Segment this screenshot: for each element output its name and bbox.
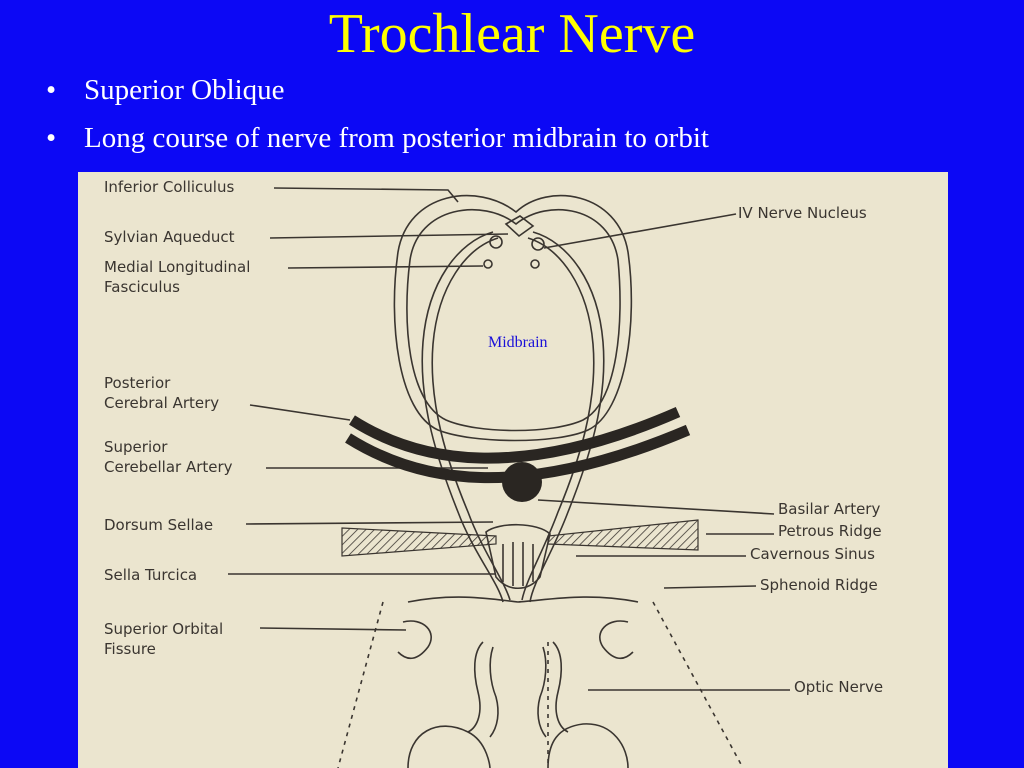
label-optic-nerve: Optic Nerve xyxy=(794,678,884,696)
label-posterior: Posterior xyxy=(104,374,171,392)
bullet-marker: • xyxy=(46,74,57,106)
iv-nerve-nucleus-left xyxy=(490,236,502,248)
label-fasciculus: Fasciculus xyxy=(104,278,180,296)
label-medial-longitudinal: Medial Longitudinal xyxy=(104,258,251,276)
label-sylvian-aqueduct: Sylvian Aqueduct xyxy=(104,228,235,246)
petrous-ridge-left xyxy=(342,528,496,556)
label-petrous-ridge: Petrous Ridge xyxy=(778,522,882,540)
leader-mlf xyxy=(288,266,483,268)
midbrain-label: Midbrain xyxy=(488,334,548,351)
leader-dorsum-sellae xyxy=(246,522,493,524)
label-iv-nerve-nucleus: IV Nerve Nucleus xyxy=(738,204,867,222)
leader-sylvian-aqueduct xyxy=(270,234,508,238)
leader-posterior-cerebral xyxy=(250,405,350,420)
optic-nerve-right xyxy=(553,642,568,732)
globe-right xyxy=(548,724,628,768)
optic-nerve-left xyxy=(468,642,483,732)
slide-title: Trochlear Nerve xyxy=(328,3,696,65)
leader-iv-nerve-nucleus xyxy=(544,214,736,248)
orbital-fissure-right xyxy=(600,621,633,658)
anatomy-diagram xyxy=(78,172,948,768)
label-cerebral-artery: Cerebral Artery xyxy=(104,394,220,412)
bullet-marker: • xyxy=(46,122,57,154)
label-basilar-artery: Basilar Artery xyxy=(778,500,881,518)
leader-orbital-fissure xyxy=(260,628,406,630)
mlf-right xyxy=(531,260,539,268)
sella-turcica xyxy=(486,525,550,589)
bullet-item xyxy=(40,66,709,114)
label-inferior-colliculus: Inferior Colliculus xyxy=(104,178,235,196)
label-cerebellar-artery: Cerebellar Artery xyxy=(104,458,233,476)
bullet-item xyxy=(40,114,709,162)
bullet-text: Superior Oblique xyxy=(84,74,285,106)
midbrain-outline xyxy=(394,196,631,441)
basilar-artery xyxy=(502,462,542,502)
mlf-left xyxy=(484,260,492,268)
label-sella-turcica: Sella Turcica xyxy=(104,566,198,584)
leader-sphenoid-ridge xyxy=(664,586,756,588)
dashed-guide-right xyxy=(653,602,743,768)
globe-left xyxy=(408,726,490,768)
bullet-list xyxy=(40,66,709,162)
leader-basilar-artery xyxy=(538,500,774,514)
bullet-text: Long course of nerve from posterior midbrain to orbit xyxy=(84,122,709,154)
petrous-ridge-right xyxy=(548,520,698,550)
leader-inferior-colliculus xyxy=(274,188,458,202)
label-superior-orbital: Superior Orbital xyxy=(104,620,224,638)
label-fissure: Fissure xyxy=(104,640,156,658)
label-dorsum-sellae: Dorsum Sellae xyxy=(104,516,214,534)
label-cavernous-sinus: Cavernous Sinus xyxy=(750,545,875,563)
orbital-fissure-left xyxy=(398,621,431,658)
trochlear-nerve-right xyxy=(530,232,604,602)
label-sphenoid-ridge: Sphenoid Ridge xyxy=(760,576,878,594)
label-superior: Superior xyxy=(104,438,168,456)
midbrain-inner-outline xyxy=(407,210,620,431)
dashed-guide-left xyxy=(338,602,383,768)
